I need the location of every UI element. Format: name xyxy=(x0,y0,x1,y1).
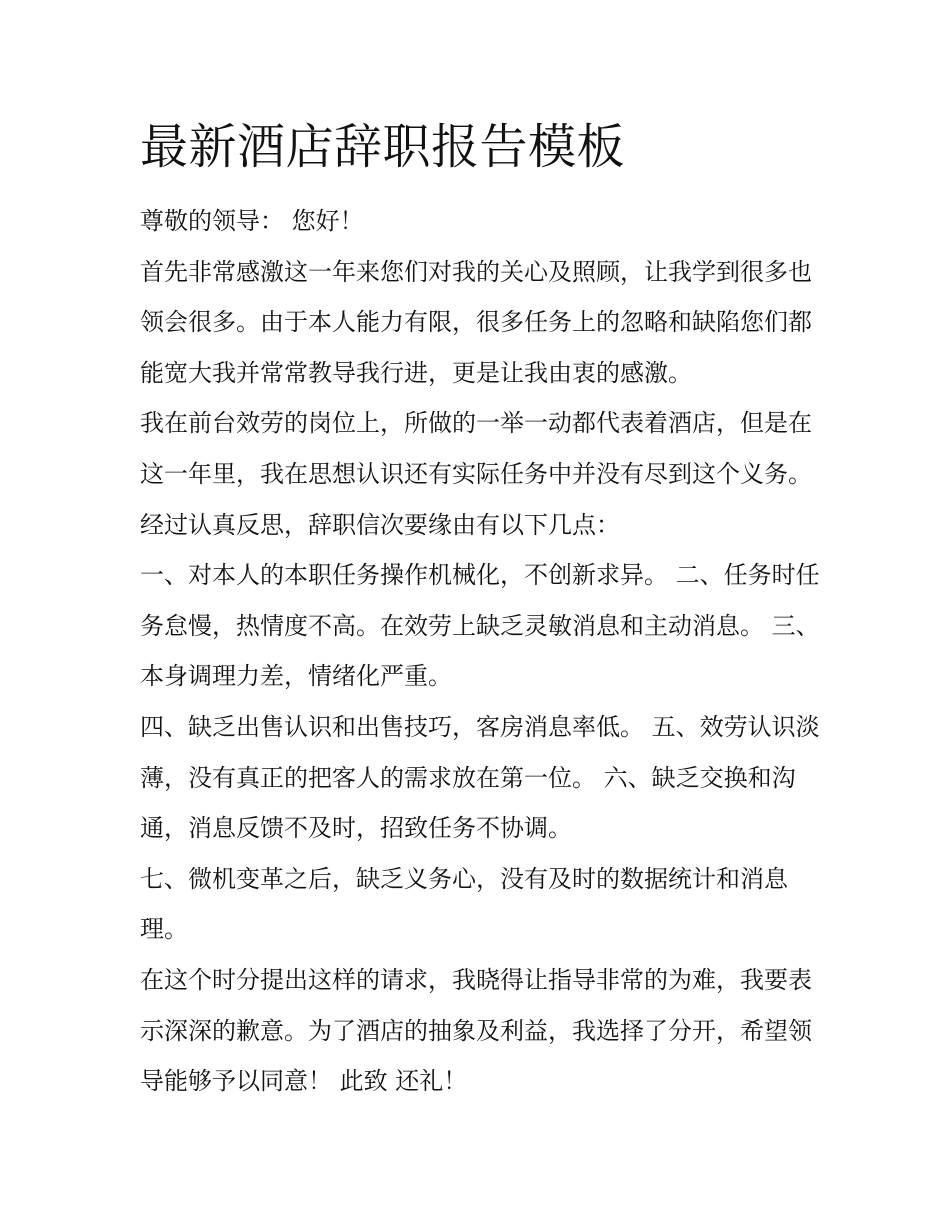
closing-paragraph: 在这个时分提出这样的请求，我晓得让指导非常的为难，我要表示深深的歉意。为了酒店的抽象及利益，我选择了分开，希望领导能够予以同意！ 此致 还礼！ xyxy=(140,965,812,1096)
reasons-paragraph-3: 七、微机变革之后，缺乏义务心，没有及时的数据统计和消息理。 xyxy=(140,864,788,944)
reasons-paragraph-2: 四、缺乏出售认识和出售技巧，客房消息率低。 五、效劳认识淡薄，没有真正的把客人的需求放在第一位。 六、缺乏交换和沟通，消息反馈不及时，招致任务不协调。 xyxy=(140,712,820,843)
document-body xyxy=(140,196,830,1107)
document-title: 最新酒店辞职报告模板 xyxy=(140,119,626,175)
reflection-paragraph: 我在前台效劳的岗位上，所做的一举一动都代表着酒店，但是在这一年里，我在思想认识还有实际任务中并没有尽到这个义务。经过认真反思，辞职信次要缘由有以下几点： xyxy=(140,409,812,539)
salutation-paragraph: 尊敬的领导： 您好！ xyxy=(140,207,364,235)
gratitude-paragraph: 首先非常感激这一年来您们对我的关心及照顾，让我学到很多也领会很多。由于本人能力有限，很多任务上的忽略和缺陷您们都能宽大我并常常教导我行进，更是让我由衷的感激。 xyxy=(140,257,812,387)
reasons-paragraph-1: 一、对本人的本职任务操作机械化，不创新求异。 二、任务时任务怠慢，热情度不高。在效劳上缺乏灵敏消息和主动消息。 三、本身调理力差，情绪化严重。 xyxy=(140,561,820,691)
